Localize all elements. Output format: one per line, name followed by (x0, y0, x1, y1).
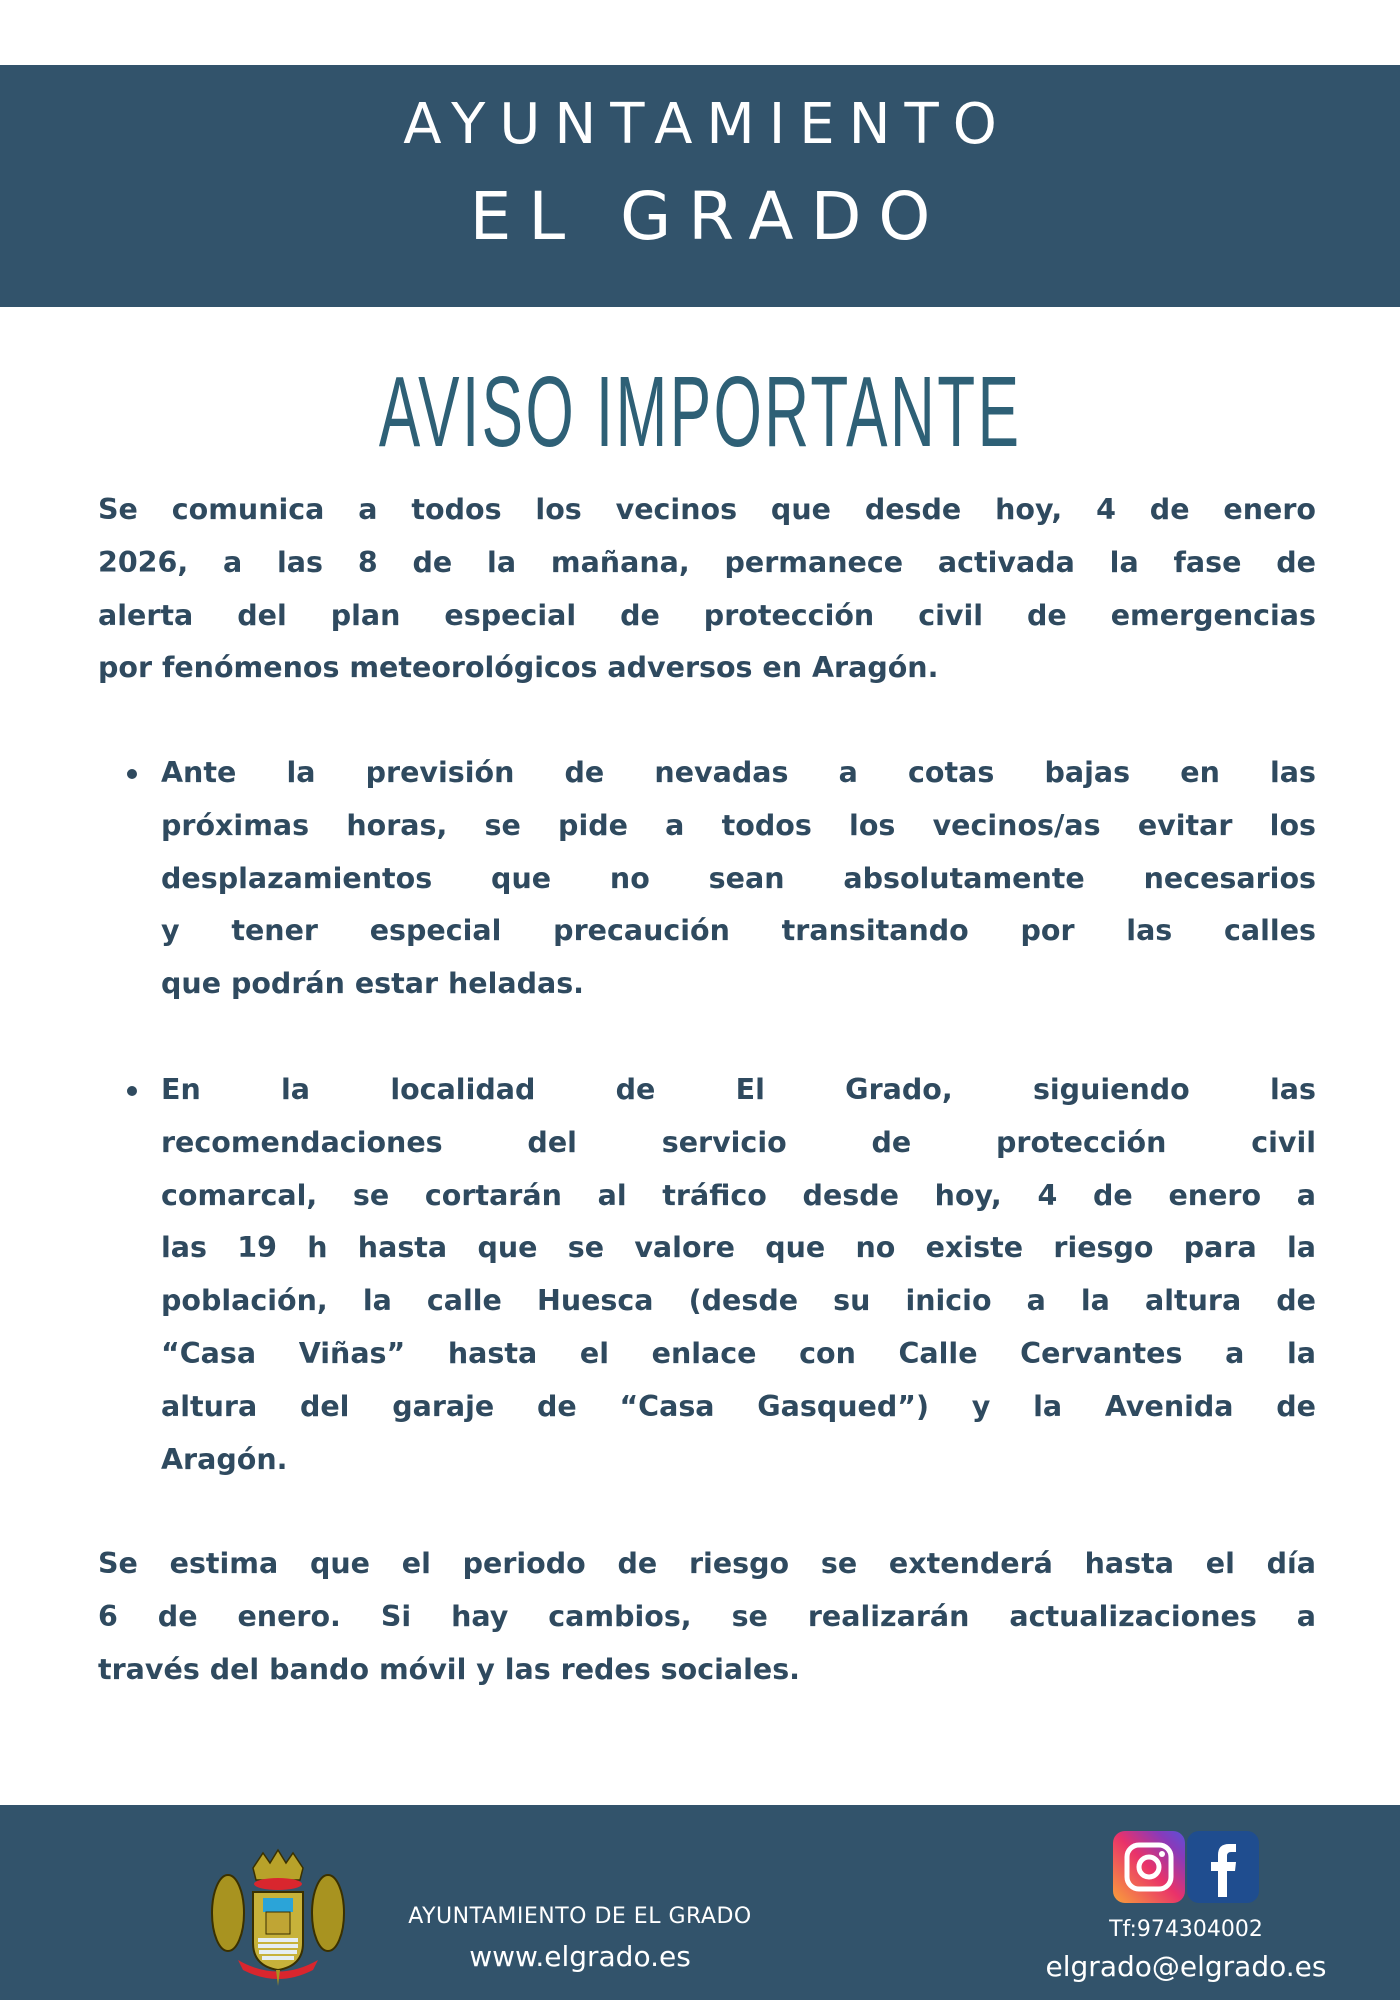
page-title (0, 356, 1400, 468)
header-line-1: AYUNTAMIENTO (403, 92, 1011, 157)
intro-paragraph (98, 484, 1316, 695)
header-line-2: EL GRADO (469, 178, 948, 255)
footer-phone: Tf:974304002 (1109, 1917, 1263, 1942)
text-line: altura del garaje de “Casa Gasqued”) y la Avenida de (161, 1389, 1316, 1423)
bullet-item (161, 747, 1316, 1011)
text-line: recomendaciones del servicio de protección civil (161, 1125, 1316, 1159)
text-line: Aragón. (161, 1442, 288, 1476)
footer-website-link[interactable]: www.elgrado.es (469, 1940, 691, 1973)
text-line: Se comunica a todos los vecinos que desde hoy, 4 de enero (98, 493, 1316, 526)
text-line: través del bando móvil y las redes sociales. (98, 1652, 800, 1686)
text-line: desplazamientos que no sean absolutamente necesarios (161, 861, 1316, 895)
bullet-icon (127, 1086, 137, 1096)
text-line: Se estima que el periodo de riesgo se extenderá hasta el día (98, 1547, 1316, 1580)
footer-org-name: AYUNTAMIENTO DE EL GRADO (408, 1904, 752, 1929)
coat-of-arms-icon (208, 1848, 348, 1986)
closing-paragraph (98, 1538, 1316, 1696)
text-line: y tener especial precaución transitando por las calles (161, 914, 1316, 948)
instagram-icon[interactable] (1113, 1831, 1185, 1903)
text-line: que podrán estar heladas. (161, 967, 584, 1001)
text-line: próximas horas, se pide a todos los vecinos/as evitar los (161, 808, 1316, 842)
text-line: 2026, a las 8 de la mañana, permanece activada la fase de (98, 545, 1316, 579)
page-title-text: AVISO IMPORTANTE (378, 356, 1022, 468)
facebook-icon[interactable] (1187, 1831, 1259, 1903)
text-line: las 19 h hasta que se valore que no existe riesgo para la (161, 1231, 1316, 1265)
text-line: “Casa Viñas” hasta el enlace con Calle Cervantes a la (161, 1336, 1316, 1370)
text-line: población, la calle Huesca (desde su inicio a la altura de (161, 1284, 1316, 1318)
text-line: por fenómenos meteorológicos adversos en Aragón. (98, 651, 939, 685)
text-line: comarcal, se cortarán al tráfico desde hoy, 4 de enero a (161, 1178, 1316, 1212)
text-line: alerta del plan especial de protección civil de emergencias (98, 598, 1316, 632)
text-line: En la localidad de El Grado, siguiendo las (161, 1073, 1316, 1106)
bullet-icon (127, 769, 137, 779)
footer-email-link[interactable]: elgrado@elgrado.es (1045, 1950, 1327, 1983)
text-line: 6 de enero. Si hay cambios, se realizarán actualizaciones a (98, 1599, 1316, 1633)
text-line: Ante la previsión de nevadas a cotas bajas en las (161, 756, 1316, 789)
bullet-item (161, 1064, 1316, 1486)
